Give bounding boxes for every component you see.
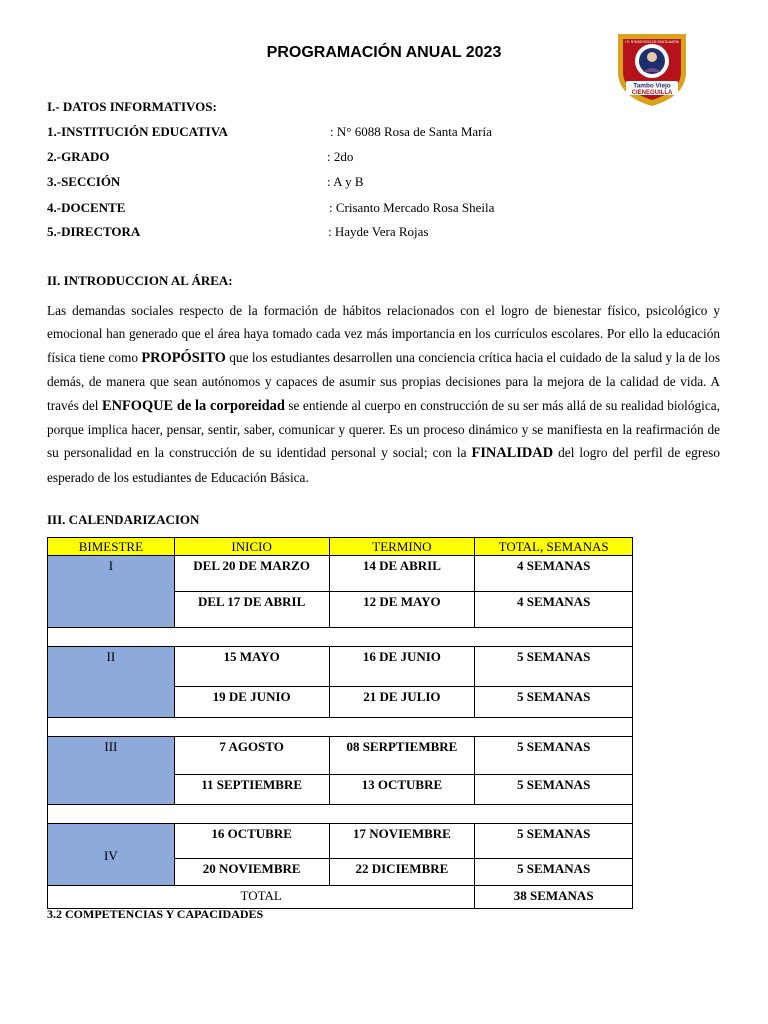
termino-cell: 17 NOVIEMBRE <box>329 824 475 859</box>
termino-cell: 08 SERPTIEMBRE <box>329 737 475 775</box>
table-row <box>48 737 633 775</box>
datos-value: : N° 6088 Rosa de Santa María <box>330 124 492 139</box>
school-crest-icon <box>612 28 692 108</box>
total-cell: 5 SEMANAS <box>475 859 633 886</box>
termino-cell: 14 DE ABRIL <box>329 556 475 592</box>
inicio-cell: 11 SEPTIEMBRE <box>174 775 329 805</box>
keyword-proposito: PROPÓSITO <box>141 349 226 366</box>
total-cell: 5 SEMANAS <box>475 824 633 859</box>
datos-value: : Crisanto Mercado Rosa Sheila <box>329 200 495 215</box>
keyword-enfoque: ENFOQUE de la corporeidad <box>101 397 285 414</box>
logo-top-text: I.E. N°6088 ROSA DE SANTA MARÍA <box>625 40 679 44</box>
table-row <box>48 647 633 687</box>
datos-heading: I.- DATOS INFORMATIVOS: <box>47 99 217 114</box>
termino-cell: 13 OCTUBRE <box>329 775 475 805</box>
calendar-heading: III. CALENDARIZACION <box>47 512 200 527</box>
total-cell: 4 SEMANAS <box>475 556 633 592</box>
datos-label: 5.-DIRECTORA <box>47 224 141 239</box>
termino-cell: 22 DICIEMBRE <box>329 859 475 886</box>
total-cell: 5 SEMANAS <box>475 775 633 805</box>
datos-value: : Hayde Vera Rojas <box>328 224 429 239</box>
logo-line2: CIENEGUILLA <box>631 90 673 96</box>
logo-line1: Tambo Viejo <box>633 82 671 90</box>
total-label-cell: TOTAL <box>48 886 475 909</box>
datos-value: : A y B <box>327 174 364 189</box>
bimestre-cell: II <box>48 647 175 718</box>
intro-paragraph: Las demandas sociales respecto de la formación de hábitos relacionados con el logro de bienestar físico, psicológico y emocional han generado que el área haya tomado cada vez más importancia en los currículos escolares. Por ello la educación física tiene como PROPÓSITO que los estudiantes desarrollen una conciencia crítica hacia el cuidado de la salud y la de los demás, de manera que sean autónomos y capaces de asumir sus propias decisiones para la mejora de la calidad de vida. A través del ENFOQUE de la corporeidad se entiende al cuerpo en construcción de su ser más allá de su realidad biológica, porque implica hacer, pensar, sentir, saber, comunicar y querer. Es un proceso dinámico y se manifiesta en la reafirmación de su personalidad en la construcción de su identidad personal y social; con la FINALIDAD del logro del perfil de egreso esperado de los estudiantes de Educación Básica. <box>47 303 720 485</box>
intro-heading: II. INTRODUCCION AL ÁREA: <box>47 273 233 288</box>
termino-cell: 21 DE JULIO <box>329 687 475 718</box>
inicio-cell: DEL 20 DE MARZO <box>174 556 329 592</box>
datos-value: : 2do <box>327 149 354 164</box>
col-header: BIMESTRE <box>48 538 175 556</box>
col-header: TERMINO <box>329 538 475 556</box>
termino-cell: 12 DE MAYO <box>329 592 475 628</box>
spacer-row <box>48 628 633 647</box>
bimestre-cell: IV <box>48 824 175 886</box>
spacer-row <box>48 805 633 824</box>
total-cell: 5 SEMANAS <box>475 737 633 775</box>
total-cell: 5 SEMANAS <box>475 687 633 718</box>
datos-label: 3.-SECCIÓN <box>47 174 121 189</box>
datos-label: 2.-GRADO <box>47 149 110 164</box>
inicio-cell: DEL 17 DE ABRIL <box>174 592 329 628</box>
inicio-cell: 20 NOVIEMBRE <box>174 859 329 886</box>
keyword-finalidad: FINALIDAD <box>471 445 554 462</box>
total-row <box>48 886 633 909</box>
col-header: TOTAL, SEMANAS <box>475 538 633 556</box>
termino-cell: 16 DE JUNIO <box>329 647 475 687</box>
datos-label: 1.-INSTITUCIÓN EDUCATIVA <box>47 124 228 139</box>
inicio-cell: 16 OCTUBRE <box>174 824 329 859</box>
next-section-heading: 3.2 COMPETENCIAS Y CAPACIDADES <box>47 907 264 921</box>
bimestre-cell: I <box>48 556 175 628</box>
table-header-row <box>48 538 633 556</box>
inicio-cell: 19 DE JUNIO <box>174 687 329 718</box>
table-row <box>48 824 633 859</box>
table-row <box>48 556 633 592</box>
col-header: INICIO <box>174 538 329 556</box>
total-cell: 4 SEMANAS <box>475 592 633 628</box>
inicio-cell: 7 AGOSTO <box>174 737 329 775</box>
total-cell: 5 SEMANAS <box>475 647 633 687</box>
total-value-cell: 38 SEMANAS <box>475 886 633 909</box>
bimestre-cell: III <box>48 737 175 805</box>
datos-label: 4.-DOCENTE <box>47 200 126 215</box>
inicio-cell: 15 MAYO <box>174 647 329 687</box>
spacer-row <box>48 718 633 737</box>
page-title: PROGRAMACIÓN ANUAL 2023 <box>266 44 502 61</box>
calendar-table <box>47 537 633 909</box>
